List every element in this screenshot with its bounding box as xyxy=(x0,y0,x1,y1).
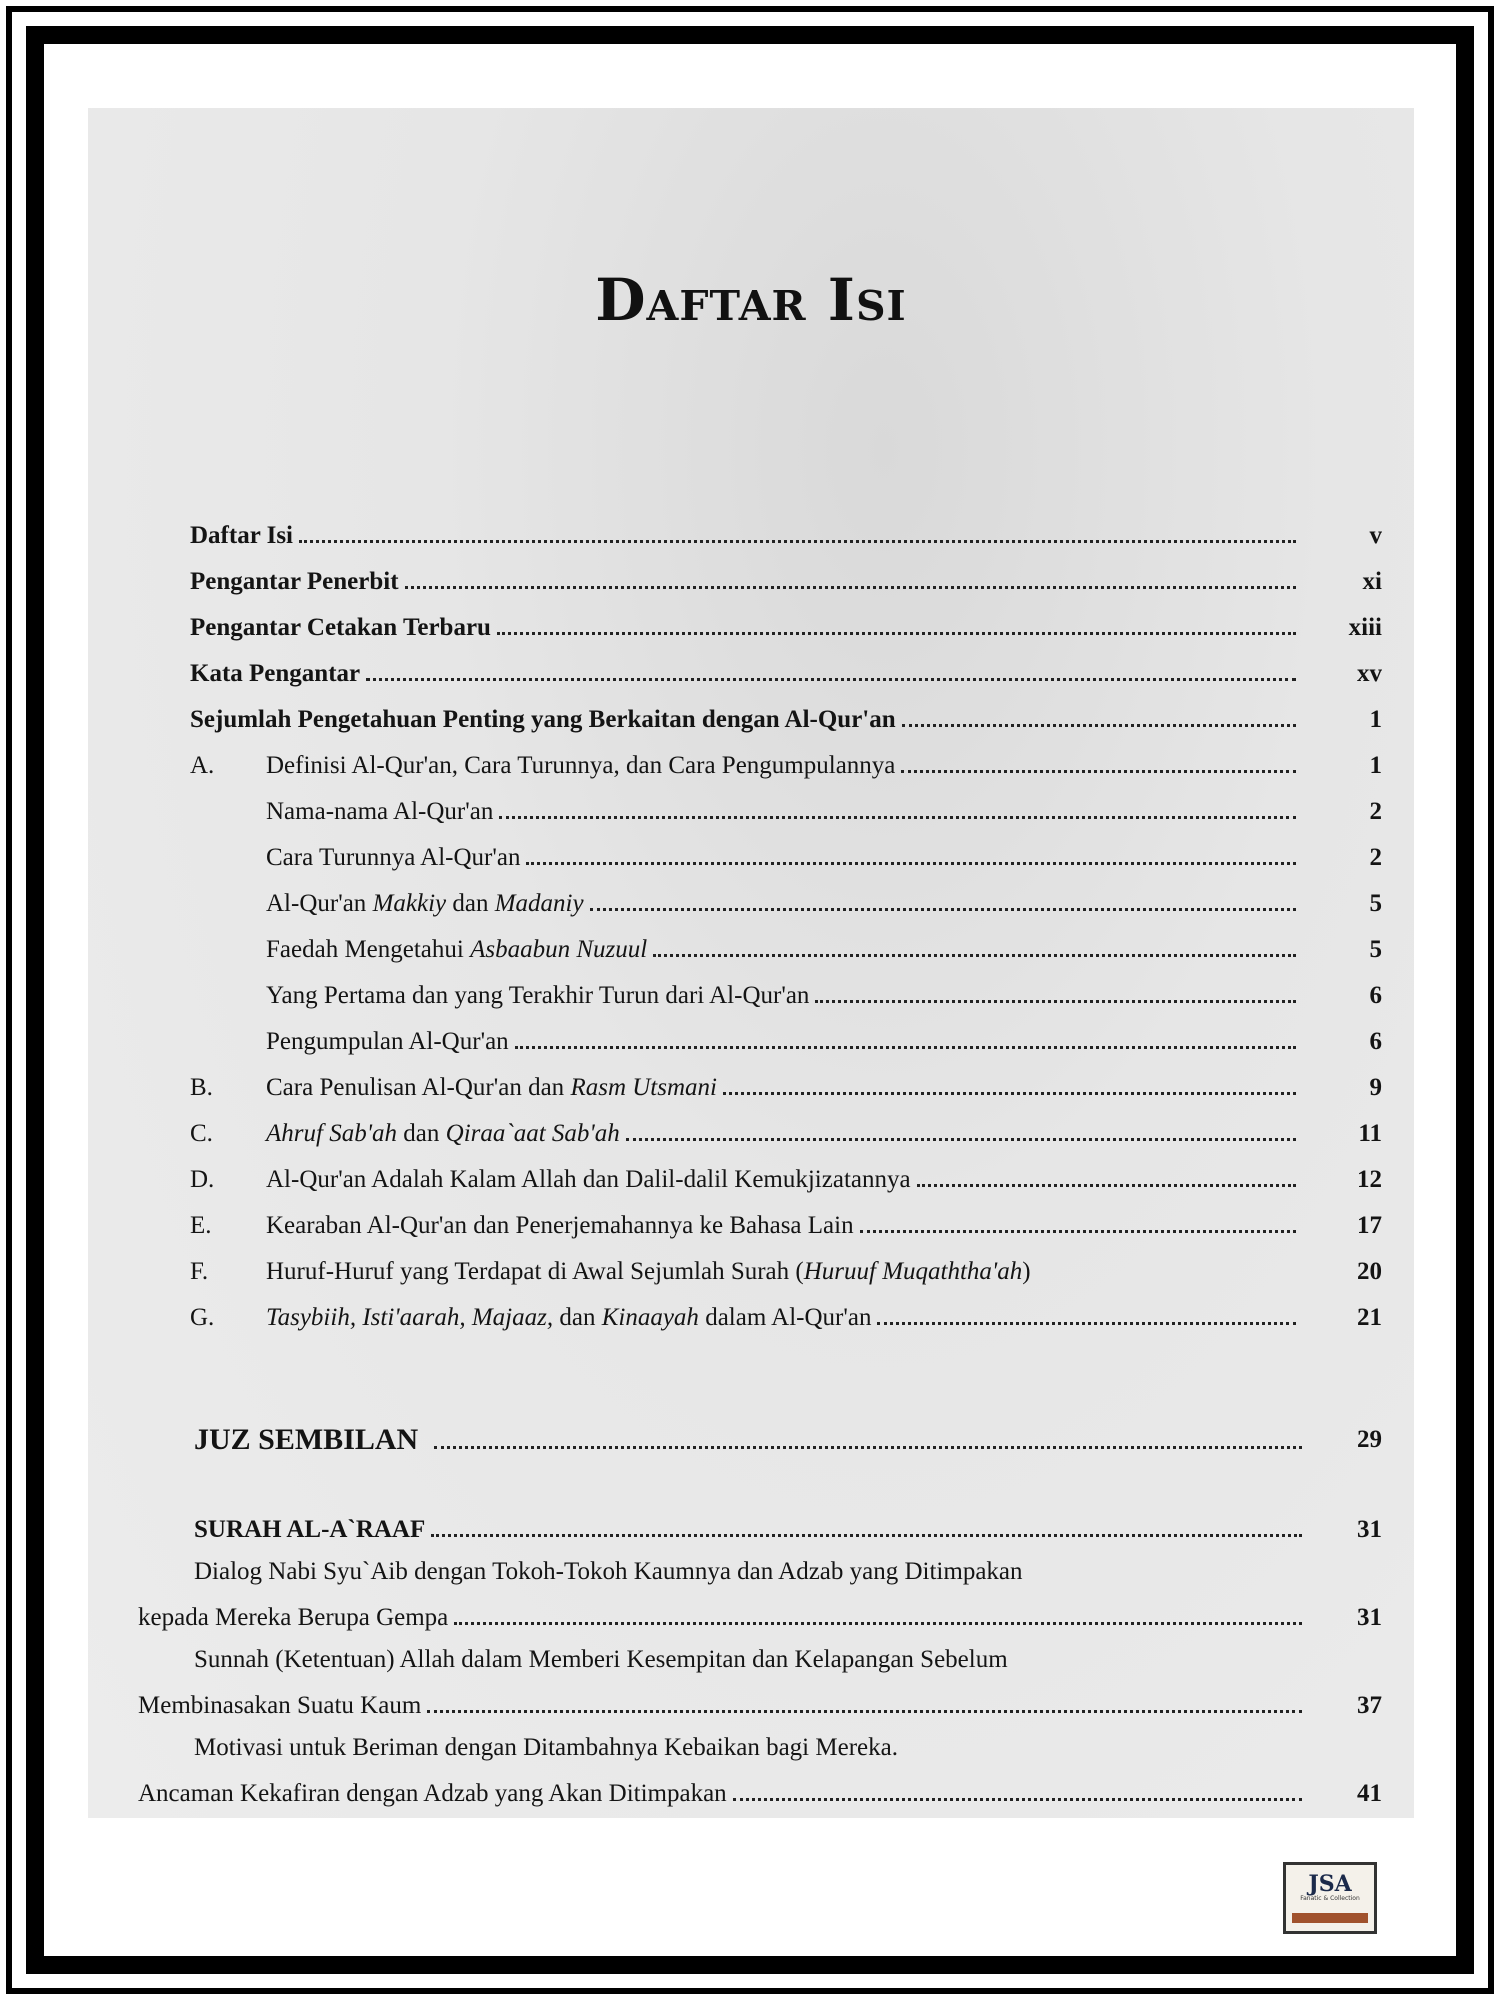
leader-dots xyxy=(434,1446,1302,1449)
toc-page: 6 xyxy=(1369,982,1382,1009)
leader-dots xyxy=(877,1322,1296,1325)
toc-page: 6 xyxy=(1369,1028,1382,1055)
section-letter: E. xyxy=(190,1212,212,1239)
toc-page: 12 xyxy=(1357,1166,1382,1193)
toc-label: Ahruf Sab'ah dan Qiraa`aat Sab'ah xyxy=(266,1120,620,1147)
leader-dots xyxy=(902,724,1296,727)
toc-label: Cara Penulisan Al-Qur'an dan Rasm Utsmani xyxy=(266,1074,717,1101)
page-title: Daftar Isi xyxy=(595,266,907,334)
toc-row xyxy=(88,1068,1414,1108)
toc-row xyxy=(88,1206,1414,1246)
toc-page: 1 xyxy=(1369,706,1382,733)
juz-row xyxy=(88,1420,1414,1460)
leader-dots xyxy=(515,1046,1296,1049)
surah-page: 31 xyxy=(1357,1516,1382,1543)
toc-row xyxy=(88,884,1414,924)
toc-label: Huruf-Huruf yang Terdapat di Awal Sejumlah Surah (Huruuf Muqaththa'ah) xyxy=(266,1258,1031,1285)
toc-label: Faedah Mengetahui Asbaabun Nuzuul xyxy=(266,936,648,963)
leader-dots xyxy=(815,1000,1296,1003)
toc-page: 1 xyxy=(1369,752,1382,779)
toc-page: xv xyxy=(1357,660,1382,687)
entry-line: Motivasi untuk Beriman dengan Ditambahnya Kebaikan bagi Mereka. xyxy=(194,1734,898,1761)
section-letter: B. xyxy=(190,1074,213,1101)
leader-dots xyxy=(626,1138,1296,1141)
leader-dots xyxy=(901,770,1296,773)
toc-page: 2 xyxy=(1369,798,1382,825)
toc-row xyxy=(88,608,1414,648)
leader-dots xyxy=(299,540,1296,543)
toc-label: Pengumpulan Al-Qur'an xyxy=(266,1028,509,1055)
toc-page: 11 xyxy=(1358,1120,1382,1147)
toc-label: Pengantar Cetakan Terbaru xyxy=(190,614,491,641)
leader-dots xyxy=(590,908,1296,911)
leader-dots xyxy=(497,632,1296,635)
entry-row xyxy=(88,1774,1414,1814)
leader-dots xyxy=(653,954,1296,957)
leader-dots xyxy=(733,1798,1302,1801)
toc-row xyxy=(88,562,1414,602)
toc-row xyxy=(88,1298,1414,1338)
leader-dots xyxy=(366,678,1296,681)
toc-label: Nama-nama Al-Qur'an xyxy=(266,798,494,825)
entry-line: Dialog Nabi Syu`Aib dengan Tokoh-Tokoh Kaumnya dan Adzab yang Ditimpakan xyxy=(194,1558,1023,1585)
toc-row xyxy=(88,930,1414,970)
entry-line: Sunnah (Ketentuan) Allah dalam Memberi Kesempitan dan Kelapangan Sebelum xyxy=(194,1646,1008,1673)
toc-page: 21 xyxy=(1357,1304,1382,1331)
toc-page: 2 xyxy=(1369,844,1382,871)
leader-dots xyxy=(723,1092,1296,1095)
toc-label: Al-Qur'an Makkiy dan Madaniy xyxy=(266,890,584,917)
surah-label: SURAH AL-A`RAAF xyxy=(194,1516,426,1543)
toc-row xyxy=(88,1160,1414,1200)
toc-page: 9 xyxy=(1369,1074,1382,1101)
toc-label: Kearaban Al-Qur'an dan Penerjemahannya ke Bahasa Lain xyxy=(266,1212,854,1239)
entry-row xyxy=(88,1686,1414,1726)
section-letter: G. xyxy=(190,1304,215,1331)
leader-dots xyxy=(405,586,1296,589)
toc-row xyxy=(88,700,1414,740)
toc-row xyxy=(88,792,1414,832)
toc-label: Kata Pengantar xyxy=(190,660,361,687)
toc-label: Sejumlah Pengetahuan Penting yang Berkaitan dengan Al-Qur'an xyxy=(190,706,896,733)
entry-label: kepada Mereka Berupa Gempa xyxy=(138,1604,449,1631)
toc-page: xi xyxy=(1362,568,1382,595)
toc-row xyxy=(88,838,1414,878)
toc-row xyxy=(88,1114,1414,1154)
toc-page: 17 xyxy=(1357,1212,1382,1239)
juz-label: JUZ SEMBILAN xyxy=(194,1423,419,1456)
toc-label: Al-Qur'an Adalah Kalam Allah dan Dalil-dalil Kemukjizatannya xyxy=(266,1166,911,1193)
jsa-logo xyxy=(1283,1862,1377,1934)
toc-row xyxy=(88,516,1414,556)
entry-label: Ancaman Kekafiran dengan Adzab yang Akan Ditimpakan xyxy=(138,1780,727,1807)
toc-label: Cara Turunnya Al-Qur'an xyxy=(266,844,521,871)
surah-row xyxy=(88,1510,1414,1550)
toc-label: Definisi Al-Qur'an, Cara Turunnya, dan Cara Pengumpulannya xyxy=(266,752,896,779)
section-letter: C. xyxy=(190,1120,213,1147)
toc-row xyxy=(88,1252,1414,1292)
entry-page: 37 xyxy=(1357,1692,1382,1719)
leader-dots xyxy=(427,1710,1302,1713)
toc-row xyxy=(88,746,1414,786)
toc-label: Pengantar Penerbit xyxy=(190,568,399,595)
toc-page: 5 xyxy=(1369,890,1382,917)
toc-page: v xyxy=(1369,522,1382,549)
leader-dots xyxy=(431,1534,1302,1537)
entry-page: 31 xyxy=(1357,1604,1382,1631)
section-letter: A. xyxy=(190,752,215,779)
toc-label: Yang Pertama dan yang Terakhir Turun dari Al-Qur'an xyxy=(266,982,810,1009)
toc-label: Daftar Isi xyxy=(190,522,294,549)
leader-dots xyxy=(454,1622,1302,1625)
leader-dots xyxy=(917,1184,1296,1187)
scanned-page xyxy=(88,108,1414,1818)
toc-row xyxy=(88,1022,1414,1062)
logo-bar xyxy=(1292,1913,1368,1923)
logo-text: JSA xyxy=(1308,1871,1352,1897)
leader-dots xyxy=(860,1230,1296,1233)
leader-dots xyxy=(499,816,1296,819)
toc-row xyxy=(88,654,1414,694)
entry-page: 41 xyxy=(1357,1780,1382,1807)
leader-dots xyxy=(526,862,1296,865)
toc-page: 5 xyxy=(1369,936,1382,963)
toc-page: 20 xyxy=(1357,1258,1382,1285)
entry-label: Membinasakan Suatu Kaum xyxy=(138,1692,422,1719)
section-letter: F. xyxy=(190,1258,209,1285)
section-letter: D. xyxy=(190,1166,215,1193)
juz-page: 29 xyxy=(1357,1426,1382,1453)
logo-subtext: Fanatic & Collection xyxy=(1300,1895,1360,1902)
entry-row xyxy=(88,1598,1414,1638)
toc-label: Tasybiih, Isti'aarah, Majaaz, dan Kinaayah dalam Al-Qur'an xyxy=(266,1304,872,1331)
toc-page: xiii xyxy=(1348,614,1382,641)
toc-row xyxy=(88,976,1414,1016)
